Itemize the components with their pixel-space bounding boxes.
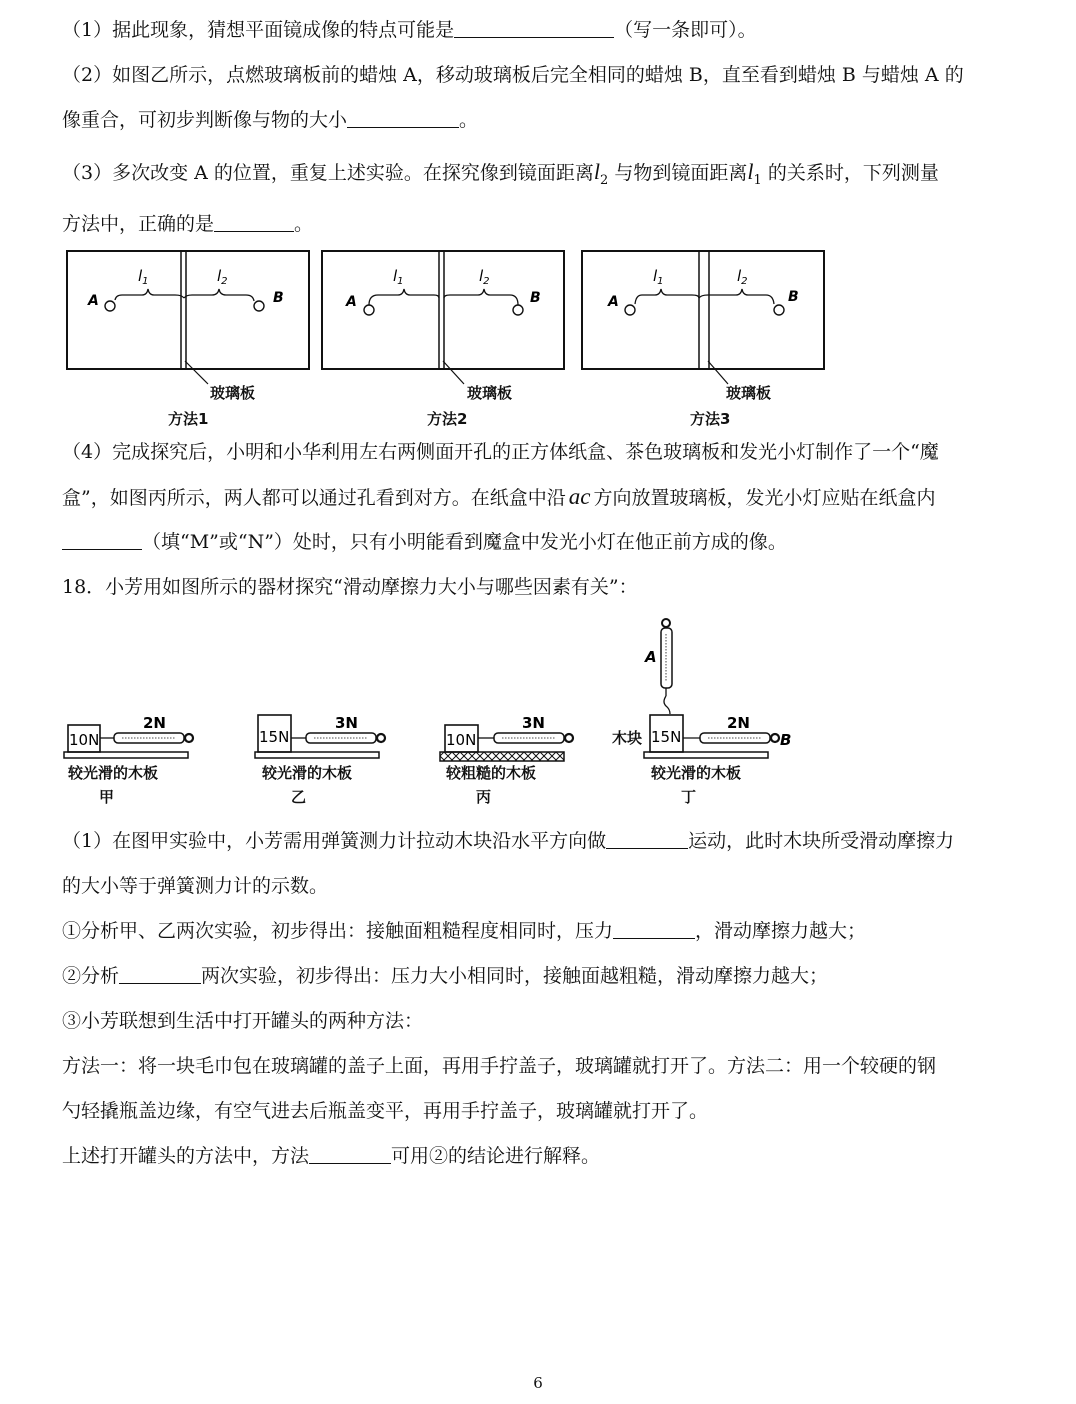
answer-blank[interactable] — [347, 109, 459, 128]
l1-label: $l_1$ — [138, 267, 149, 287]
q18-part1-line2: 的大小等于弹簧测力计的示数。 — [62, 875, 329, 897]
q18-sub3: ③小芳联想到生活中打开罐头的两种方法： — [62, 1010, 424, 1032]
board — [64, 752, 188, 758]
q17-part2-text: 像重合，可初步判断像与物的大小 — [62, 109, 348, 131]
candle-b-label: B — [788, 289, 799, 305]
q17-part3-text-c: 的关系时，下列测量 — [767, 162, 939, 184]
answer-blank[interactable] — [214, 213, 294, 232]
q18-method-line2: 勺轻撬瓶盖边缘，有空气进去后瓶盖变平，再用手拧盖子，玻璃罐就打开了。 — [62, 1100, 709, 1122]
scale-b-label: B — [780, 731, 792, 749]
q17-part2-line2 — [62, 108, 478, 132]
friction-panel-ding — [612, 619, 791, 806]
var-ac: ac — [568, 484, 591, 509]
board-label: 较光滑的木板 — [651, 764, 742, 782]
q18-sub1-text-b: ，滑动摩擦力越大； — [695, 920, 867, 942]
q18-method-line1: 方法一：将一块毛巾包在玻璃罐的盖子上面，再用手拧盖子，玻璃罐就打开了。方法二：用一个较硬的钢 — [62, 1055, 937, 1077]
block-weight: 15N — [651, 728, 682, 746]
q18-sub2-text-a: ②分析 — [62, 965, 120, 987]
force-reading: 2N — [727, 714, 750, 732]
friction-figure — [0, 612, 1076, 812]
q17-part3-text-a: （3）多次改变 A 的位置，重复上述实验。在探究像到镜面距离 — [62, 162, 594, 184]
scale-a-label: A — [645, 648, 657, 666]
q18-sub1-text-a: ①分析甲、乙两次实验，初步得出：接触面粗糙程度相同时，压力 — [62, 920, 614, 942]
subscript-2: 2 — [600, 173, 609, 188]
board-label: 较光滑的木板 — [68, 764, 159, 782]
force-reading: 3N — [522, 714, 545, 732]
spring-scale-a — [661, 628, 672, 688]
q18-title: 18．小芳用如图所示的器材探究“滑动摩擦力大小与哪些因素有关”： — [62, 576, 638, 598]
l1-label: $l_1$ — [653, 267, 664, 287]
q17-part4-line3 — [62, 530, 787, 554]
q17-part4-line1: （4）完成探究后，小明和小华利用左右两侧面开孔的正方体纸盒、茶色玻璃板和发光小灯制作了一个“魔 — [62, 441, 939, 463]
rough-board — [440, 752, 564, 761]
method-3-panel — [582, 251, 824, 428]
q17-part2-line1: （2）如图乙所示，点燃玻璃板前的蜡烛 A，移动玻璃板后完全相同的蜡烛 B，直至看到蜡烛 B 与蜡烛 A 的 — [62, 64, 964, 86]
wood-block-label: 木块 — [612, 729, 643, 747]
method-caption: 方法3 — [690, 410, 731, 428]
q17-part4-text-a: 盒”，如图丙所示，两人都可以通过孔看到对方。在纸盒中沿 — [62, 487, 566, 509]
var-l2: l — [593, 159, 601, 184]
block-weight: 10N — [69, 731, 100, 749]
candle-a-label: A — [88, 293, 99, 309]
q17-part1 — [62, 18, 757, 42]
q17-part3-line2 — [62, 212, 313, 236]
q18-part1-text-a: （1）在图甲实验中，小芳需用弹簧测力计拉动木块沿水平方向做 — [62, 830, 607, 852]
answer-blank[interactable] — [62, 531, 142, 550]
force-reading: 3N — [335, 714, 358, 732]
board — [255, 752, 379, 758]
answer-blank[interactable] — [606, 830, 688, 849]
friction-panel-yi — [255, 714, 385, 806]
candle-a-label: A — [346, 294, 357, 310]
q17-part1-text: （1）据此现象，猜想平面镜成像的特点可能是 — [62, 19, 455, 41]
block-weight: 15N — [259, 728, 290, 746]
answer-blank[interactable] — [613, 920, 695, 939]
candle-a-label: A — [608, 294, 619, 310]
q17-part3-text-b: 与物到镜面距离 — [614, 162, 748, 184]
l2-label: $l_2$ — [217, 267, 228, 287]
panel-label: 丁 — [681, 788, 697, 806]
q17-part4-text-c: （填“M”或“N”）处时，只有小明能看到魔盒中发光小灯在他正前方成的像。 — [142, 531, 787, 553]
period: 。 — [459, 109, 479, 131]
l2-label: $l_2$ — [737, 267, 748, 287]
panel-label: 乙 — [291, 788, 307, 806]
panel-label: 甲 — [99, 788, 115, 806]
q18-last-text-a: 上述打开罐头的方法中，方法 — [62, 1145, 310, 1167]
l2-label: $l_2$ — [479, 267, 490, 287]
q18-part1-text-b: 运动，此时木块所受滑动摩擦力 — [688, 830, 955, 852]
period: 。 — [294, 213, 314, 235]
answer-blank[interactable] — [454, 19, 614, 38]
method-caption: 方法2 — [427, 410, 468, 428]
page-number: 6 — [533, 1374, 543, 1392]
method-1-panel — [67, 251, 309, 428]
q17-part3-text-d: 方法中，正确的是 — [62, 213, 215, 235]
q18-sub2 — [62, 964, 828, 988]
glass-label: 玻璃板 — [467, 384, 513, 402]
answer-blank[interactable] — [309, 1145, 391, 1164]
q17-part1-note: （写一条即可）。 — [614, 19, 757, 41]
force-reading: 2N — [143, 714, 166, 732]
board-label: 较粗糙的木板 — [446, 764, 537, 782]
method-2-panel — [322, 251, 564, 428]
q18-sub2-text-b: 两次实验，初步得出：压力大小相同时，接触面越粗糙，滑动摩擦力越大； — [201, 965, 829, 987]
q18-sub1 — [62, 919, 866, 943]
q17-part4-line2 — [62, 485, 935, 510]
panel-label: 丙 — [476, 788, 492, 806]
candle-b-label: B — [273, 290, 284, 306]
answer-blank[interactable] — [119, 965, 201, 984]
q18-part1-line1 — [62, 829, 954, 853]
friction-panel-jia — [64, 714, 193, 806]
friction-panel-bing — [440, 714, 573, 806]
q18-last — [62, 1144, 600, 1168]
subscript-1: 1 — [753, 173, 762, 188]
var-l1: l — [747, 159, 754, 184]
board — [644, 752, 768, 758]
glass-label: 玻璃板 — [726, 384, 772, 402]
board-label: 较光滑的木板 — [262, 764, 353, 782]
q17-part4-text-b: 方向放置玻璃板，发光小灯应贴在纸盒内 — [593, 487, 936, 509]
l1-label: $l_1$ — [393, 267, 404, 287]
q18-last-text-b: 可用②的结论进行解释。 — [391, 1145, 601, 1167]
methods-figure — [0, 240, 1076, 440]
glass-label: 玻璃板 — [210, 384, 256, 402]
block-weight: 10N — [446, 731, 477, 749]
q17-part3-line1 — [62, 160, 939, 193]
method-caption: 方法1 — [168, 410, 209, 428]
candle-b-label: B — [530, 290, 541, 306]
